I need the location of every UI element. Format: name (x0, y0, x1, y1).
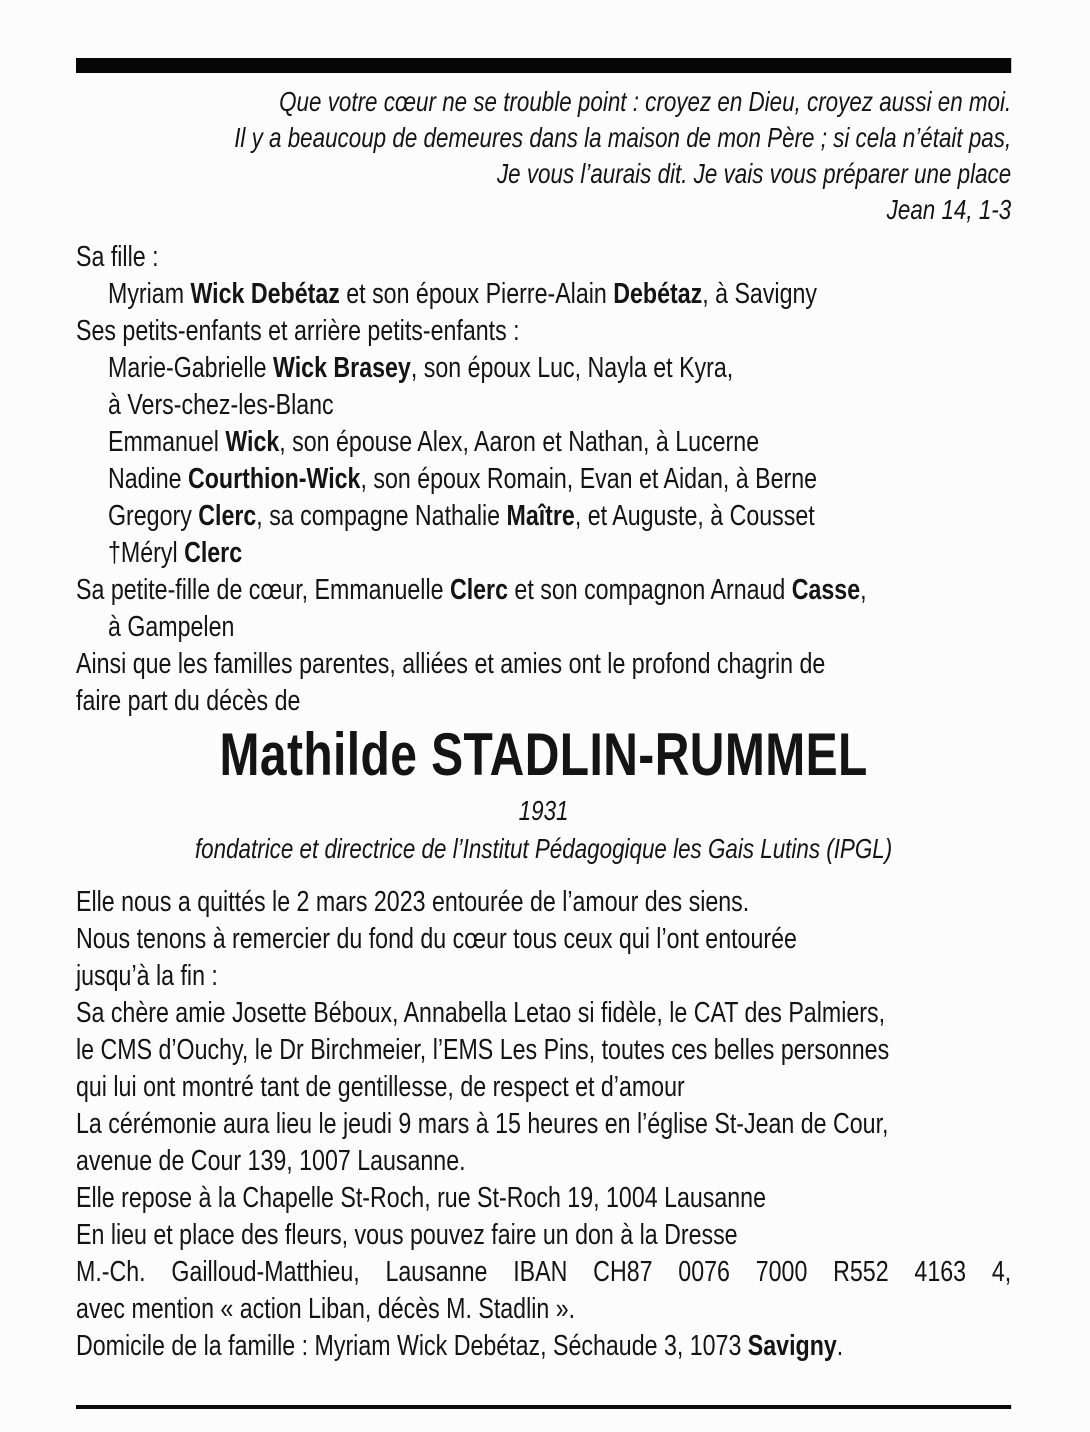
body-line (76, 995, 1011, 1032)
bold-name-text: Wick Debétaz (190, 278, 340, 310)
bold-name-text: Savigny (747, 1330, 837, 1362)
text-segment: Elle nous a quittés le 2 mars 2023 entourée de l’amour des siens. (76, 886, 750, 918)
text-segment: , et Auguste, à Cousset (574, 500, 815, 532)
text-segment: M.-Ch. Gailloud-Matthieu, Lausanne IBAN CH87 0076 7000 R552 4163 4, (76, 1256, 1012, 1288)
body-line (76, 958, 1011, 995)
bottom-rule (76, 1405, 1011, 1409)
text-segment: et son compagnon Arnaud (507, 574, 792, 606)
text-segment: avenue de Cour 139, 1007 Lausanne. (76, 1145, 466, 1177)
body-line (76, 1106, 1011, 1143)
text-segment: Sa petite-fille de cœur, Emmanuelle (76, 574, 450, 606)
family-line (76, 609, 1011, 646)
body-line (76, 1143, 1011, 1180)
text-segment: Emmanuel (108, 426, 226, 458)
text-segment: , son époux Romain, Evan et Aidan, à Berne (360, 463, 818, 495)
text-segment: Nadine (108, 463, 188, 495)
family-line (76, 535, 1011, 572)
body-line (76, 1328, 1011, 1365)
family-list (76, 239, 1011, 720)
bold-name-text: Clerc (449, 574, 508, 606)
body-line (76, 884, 1011, 921)
family-line (76, 498, 1011, 535)
text-segment: Domicile de la famille : Myriam Wick Debétaz, Séchaude 3, 1073 (76, 1330, 748, 1362)
announcement-body (76, 884, 1011, 1365)
text-segment: Marie-Gabrielle (108, 352, 274, 384)
text-segment: Elle repose à la Chapelle St-Roch, rue St-Roch 19, 1004 Lausanne (76, 1182, 766, 1214)
bold-name-text: Clerc (184, 537, 243, 569)
text-segment: Gregory (108, 500, 199, 532)
text-segment: qui lui ont montré tant de gentillesse, de respect et d’amour (76, 1071, 685, 1103)
text-segment: Sa fille : (76, 241, 159, 273)
bold-name-text: Casse (791, 574, 861, 606)
body-line (76, 1069, 1011, 1106)
bold-name-text: Debétaz (613, 278, 703, 310)
family-line (76, 646, 1011, 683)
family-line (76, 572, 1011, 609)
body-line (76, 1254, 1011, 1291)
bold-name-text: Wick Brasey (273, 352, 411, 384)
deceased-name: Mathilde STADLIN-RUMMEL (219, 721, 868, 788)
text-segment: jusqu’à la fin : (76, 960, 218, 992)
family-line (76, 424, 1011, 461)
text-segment: faire part du décès de (76, 685, 301, 717)
text-segment: , à Savigny (702, 278, 817, 310)
bold-name-text: Wick (225, 426, 280, 458)
family-line (76, 387, 1011, 424)
notice-content (76, 58, 1011, 1409)
text-segment: Ses petits-enfants et arrière petits-enfants : (76, 315, 520, 347)
family-line (76, 239, 1011, 276)
quote-line: Il y a beaucoup de demeures dans la maison de mon Père ; si cela n’était pas, (234, 122, 1012, 153)
text-segment: Sa chère amie Josette Béboux, Annabella Letao si fidèle, le CAT des Palmiers, (76, 997, 886, 1029)
quote-line: Que votre cœur ne se trouble point : croyez en Dieu, croyez aussi en moi. (279, 86, 1012, 117)
text-segment: Ainsi que les familles parentes, alliées et amies ont le profond chagrin de (76, 648, 826, 680)
text-segment: , (860, 574, 867, 606)
family-line (76, 461, 1011, 498)
text-segment: Nous tenons à remercier du fond du cœur tous ceux qui l’ont entourée (76, 923, 797, 955)
scripture-reference: Jean 14, 1-3 (886, 194, 1012, 225)
text-segment: Myriam (108, 278, 191, 310)
family-line (76, 313, 1011, 350)
text-segment: , son époux Luc, Nayla et Kyra, (410, 352, 734, 384)
body-line (76, 1291, 1011, 1328)
birth-year: 1931 (518, 795, 569, 826)
bold-name-text: Courthion-Wick (187, 463, 361, 495)
family-line (76, 683, 1011, 720)
body-line (76, 1180, 1011, 1217)
scripture-quote-lines (76, 84, 1011, 192)
bold-name-text: Clerc (198, 500, 257, 532)
text-segment: En lieu et place des fleurs, vous pouvez faire un don à la Dresse (76, 1219, 738, 1251)
text-segment: . (836, 1330, 844, 1362)
body-line (76, 921, 1011, 958)
top-rule (76, 58, 1011, 73)
family-line (76, 350, 1011, 387)
quote-line: Je vous l’aurais dit. Je vais vous préparer une place (496, 158, 1012, 189)
text-segment: et son époux Pierre-Alain (339, 278, 614, 310)
text-segment: à Gampelen (108, 611, 235, 643)
text-segment: †Méryl (108, 537, 185, 569)
body-line (76, 1217, 1011, 1254)
body-line (76, 1032, 1011, 1069)
scripture-quote (76, 84, 1011, 228)
family-line (76, 276, 1011, 313)
text-segment: à Vers-chez-les-Blanc (108, 389, 334, 421)
text-segment: le CMS d’Ouchy, le Dr Birchmeier, l’EMS Les Pins, toutes ces belles personnes (76, 1034, 890, 1066)
text-segment: , sa compagne Nathalie (256, 500, 507, 532)
deceased-role: fondatrice et directrice de l’Institut Pédagogique les Gais Lutins (IPGL) (194, 833, 893, 864)
text-segment: La cérémonie aura lieu le jeudi 9 mars à 15 heures en l’église St-Jean de Cour, (76, 1108, 889, 1140)
bold-name-text: Maître (506, 500, 575, 532)
text-segment: avec mention « action Liban, décès M. Stadlin ». (76, 1293, 576, 1325)
text-segment: , son épouse Alex, Aaron et Nathan, à Lucerne (279, 426, 760, 458)
